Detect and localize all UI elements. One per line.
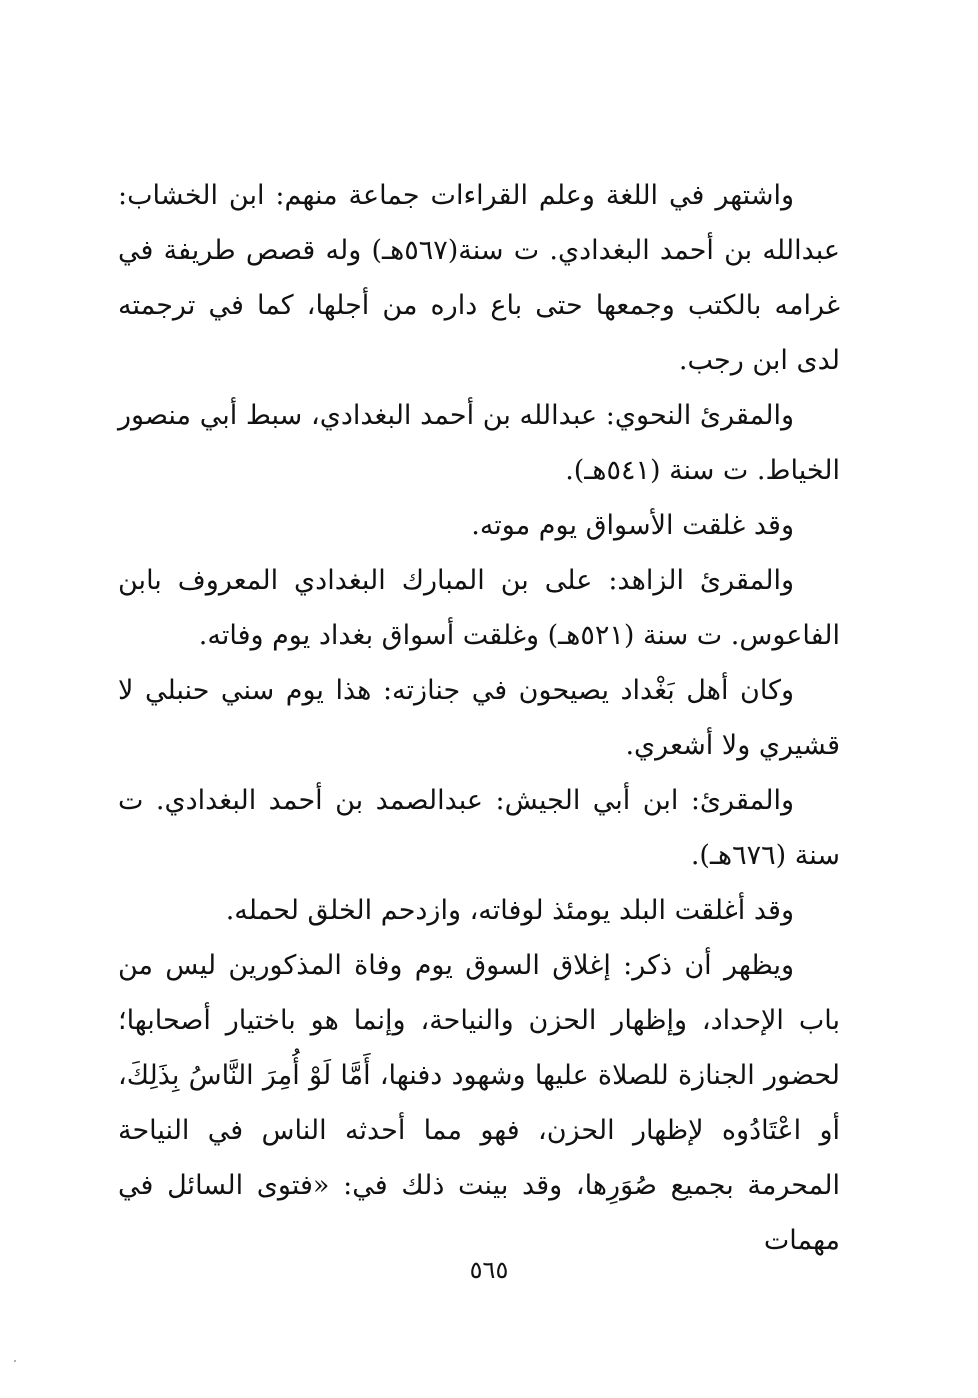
page-number: ٥٦٥ [469, 1256, 509, 1284]
paragraph-al-muqri-al-nahwi: والمقرئ النحوي: عبدالله بن أحمد البغدادي، سبط أبي منصور الخياط. ت سنة (٥٤١هـ). [118, 400, 840, 486]
paragraph-markets-closed: وقد غلقت الأسواق يوم موته. [471, 510, 794, 541]
paragraph-ibn-abi-al-jaysh: والمقرئ: ابن أبي الجيش: عبدالصمد بن أحمد البغدادي. ت سنة (٦٧٦هـ). [118, 785, 840, 871]
paragraph-city-closed: وقد أغلقت البلد يومئذ لوفاته، وازدحم الخلق لحمله. [225, 895, 794, 926]
paragraph-al-muqri-al-zahid: والمقرئ الزاهد: على بن المبارك البغدادي المعروف بابن الفاعوس. ت سنة (٥٢١هـ) وغلقت أسواق بغداد يوم وفاته. [118, 565, 840, 651]
paragraph-baghdad-funeral: وكان أهل بَغْداد يصيحون في جنازته: هذا يوم سني حنبلي لا قشيري ولا أشعري. [118, 675, 840, 761]
paragraph-ibn-al-khashshab: واشتهر في اللغة وعلم القراءات جماعة منهم: ابن الخشاب: عبدالله بن أحمد البغدادي. ت سنة(٥٦٧هـ) وله قصص طريفة في غرامه بالكتب وجمعها حتى باع داره من أجلها، كما في ترجمته لدى ابن رجب. [118, 180, 840, 376]
body-text [118, 168, 840, 1268]
paragraph-commentary: ويظهر أن ذكر: إغلاق السوق يوم وفاة المذكورين ليس من باب الإحداد، وإظهار الحزن والنياحة، وإنما هو باختيار أصحابها؛ لحضور الجنازة للصلاة عليها وشهود دفنها، أَمَّا لَوْ أُمِرَ النَّاسُ بِذَلِكَ، أو اعْتَادُوه لإظهار الحزن، فهو مما أحدثه الناس في النياحة المحرمة بجميع صُوَرِها، وقد بينت ذلك في: «فتوى السائل في مهمات [118, 950, 840, 1256]
scan-speck [14, 1360, 16, 1362]
